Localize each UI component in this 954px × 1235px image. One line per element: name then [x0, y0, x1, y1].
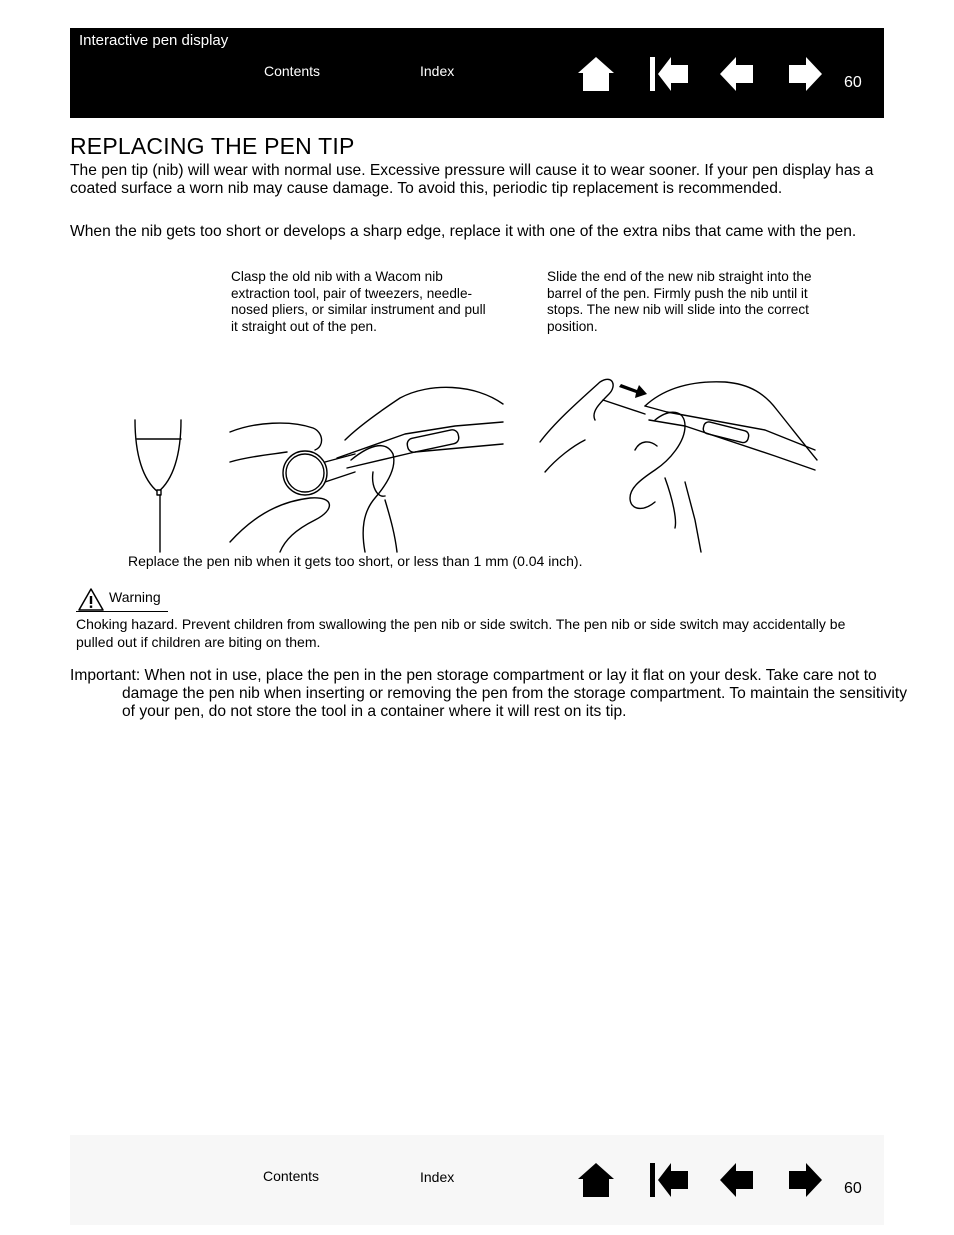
home-icon [576, 1160, 616, 1200]
home-button[interactable] [576, 54, 616, 94]
page-number: 60 [844, 74, 862, 91]
previous-page-icon [718, 54, 758, 94]
footer-bar [70, 1135, 884, 1225]
next-page-icon [784, 1160, 824, 1200]
previous-page-button[interactable] [718, 54, 758, 94]
warning-text: Choking hazard. Prevent children from swallowing the pen nib or side switch. The pen nib or side switch may accidentally be pulled out if children are biting on them. [76, 616, 846, 650]
footer-first-page-button[interactable] [649, 1160, 689, 1200]
pen-nib-diagram [135, 420, 181, 552]
footer-next-page-button[interactable] [784, 1160, 824, 1200]
intro-paragraph: The pen tip (nib) will wear with normal use. Excessive pressure will cause it to wear sooner. If your pen display has a coated surface a worn nib may cause damage. To avoid this, periodic tip replacement is recommended. [70, 162, 874, 197]
first-page-icon [649, 54, 689, 94]
extraction-hands-drawing [230, 387, 503, 552]
footer-contents-link[interactable]: Contents [263, 1168, 320, 1184]
first-page-icon [649, 1160, 689, 1200]
next-page-button[interactable] [784, 54, 824, 94]
warning-triangle-icon [78, 588, 104, 611]
replace-paragraph: When the nib gets too short or develops a sharp edge, replace it with one of the extra nibs that came with the pen. [70, 223, 857, 240]
header-bar [70, 28, 884, 118]
footer-previous-page-button[interactable] [718, 1160, 758, 1200]
warning-header [76, 587, 168, 612]
nib-replacement-illustration [125, 370, 825, 555]
index-link[interactable]: Index [420, 63, 455, 79]
footer-home-button[interactable] [576, 1160, 616, 1200]
important-note: Important: When not in use, place the pen in the pen storage compartment or lay it flat on your desk. Take care not to damage the pen nib when inserting or removing the pen from the storage compartment. To maintain the sensitivity of your pen, do not store the tool in a container where it will rest on its tip. [70, 667, 908, 720]
insertion-caption: Slide the end of the new nib straight into the barrel of the pen. Firmly push the nib until it stops. The new nib will slide into the correct position. [547, 269, 812, 334]
warning-label: Warning [109, 589, 161, 605]
document-title: Interactive pen display [79, 32, 229, 49]
footer-page-number: 60 [844, 1180, 862, 1197]
insertion-hands-drawing [540, 379, 817, 552]
previous-page-icon [718, 1160, 758, 1200]
next-page-icon [784, 54, 824, 94]
first-page-button[interactable] [649, 54, 689, 94]
contents-link[interactable]: Contents [264, 63, 321, 79]
footer-index-link[interactable]: Index [420, 1169, 455, 1185]
section-title: REPLACING THE PEN TIP [70, 133, 355, 159]
nib-length-caption: Replace the pen nib when it gets too short, or less than 1 mm (0.04 inch). [128, 553, 583, 569]
extraction-caption: Clasp the old nib with a Wacom nib extraction tool, pair of tweezers, needle-nosed pliers, or similar instrument and pull it straight out of the pen. [231, 269, 486, 334]
home-icon [576, 54, 616, 94]
